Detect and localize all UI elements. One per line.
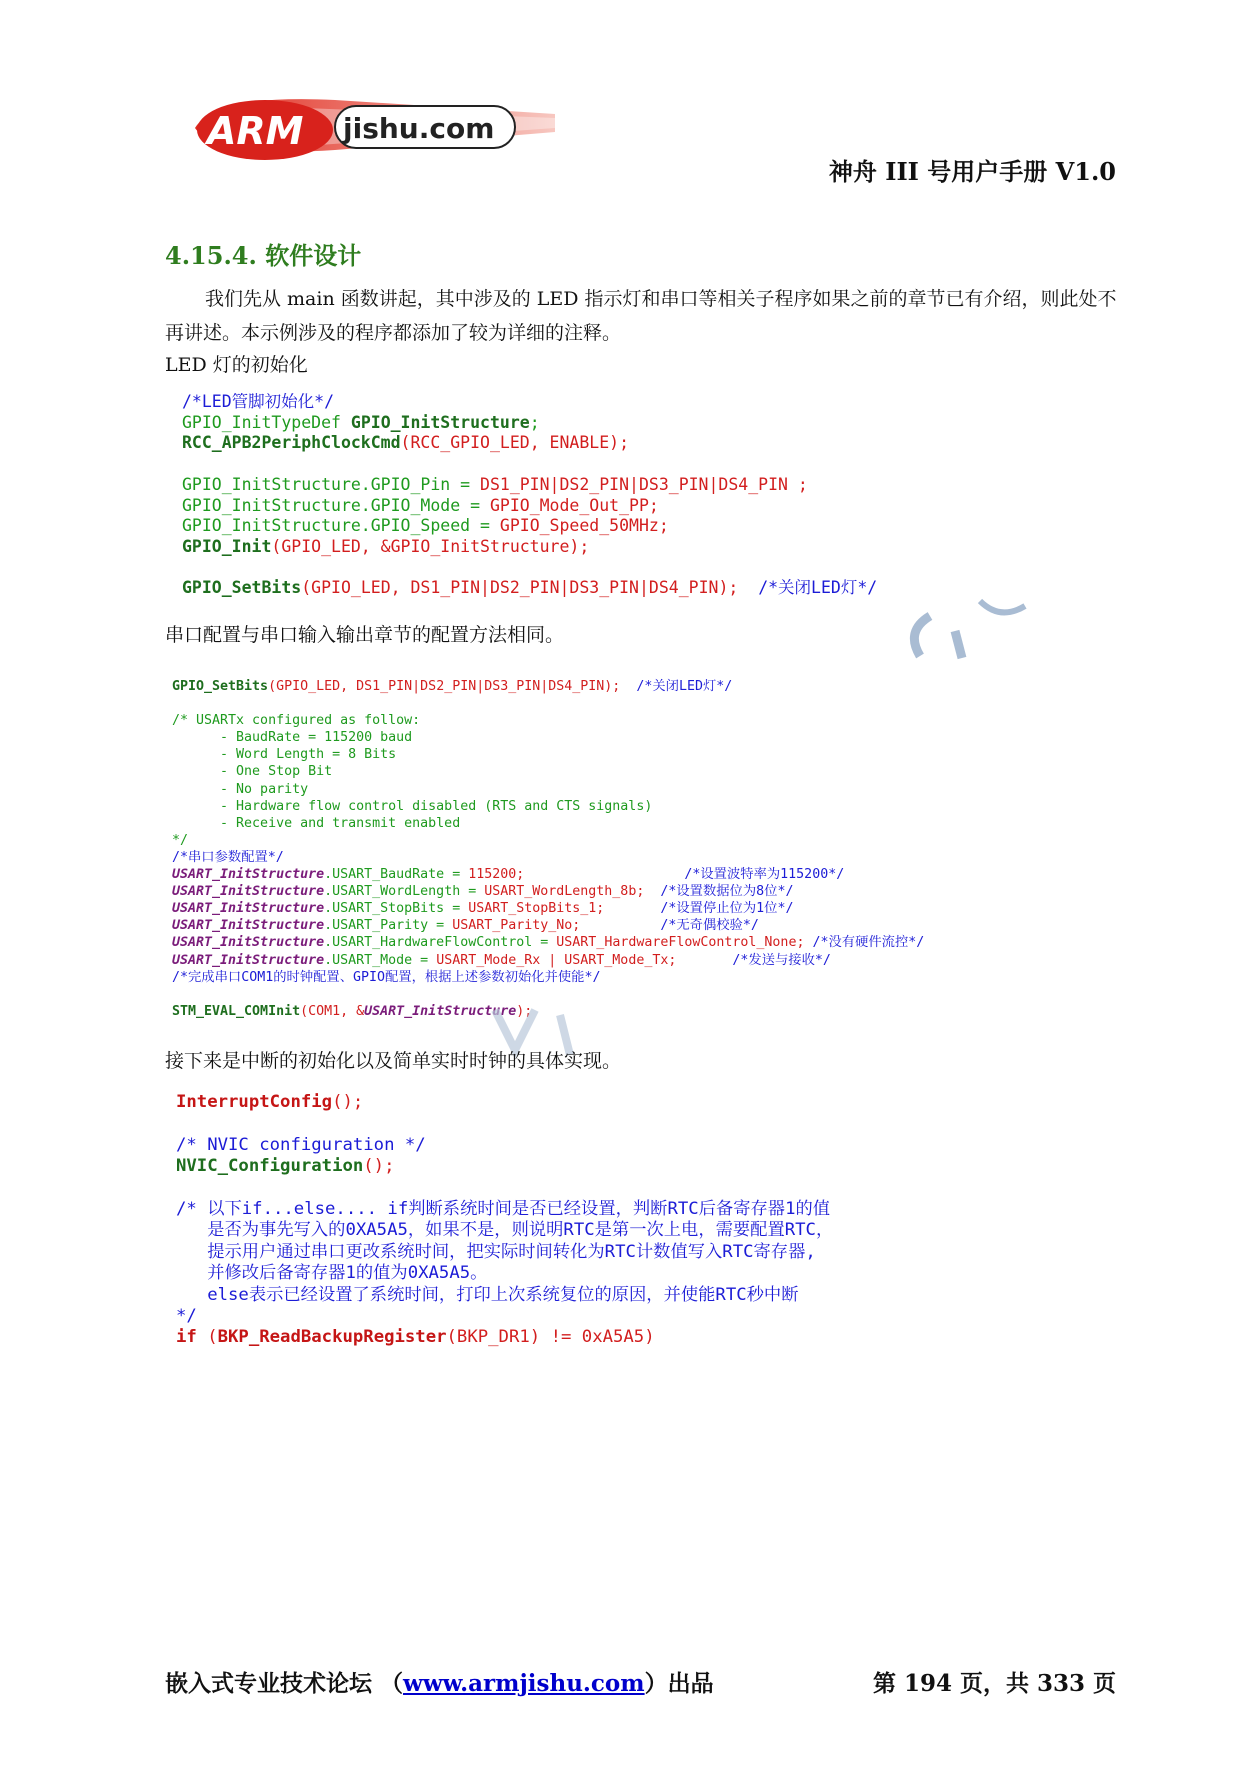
footer-forum — [165, 1665, 714, 1698]
code-if-comment: else表示已经设置了系统时间，打印上次系统复位的原因，并使能RTC秒中断 — [176, 1284, 799, 1305]
code-pin-rhs: DS1_PIN|DS2_PIN|DS3_PIN|DS4_PIN ; — [480, 474, 808, 494]
code-struct-name: GPIO_InitStructure — [350, 412, 530, 432]
code-if-comment: */ — [176, 1306, 197, 1327]
code-struct-var: USART_InitStructure — [172, 901, 325, 917]
code-struct-var: USART_InitStructure — [172, 935, 325, 951]
logo-arm-text: ARM — [207, 109, 304, 153]
code-comment: /*LED管脚初始化*/ — [182, 392, 335, 411]
code-field: .USART_Parity = — [324, 918, 453, 934]
code-comment-line: - Receive and transmit enabled — [172, 815, 461, 831]
code-rcc-func: RCC_APB2PeriphClockCmd — [182, 433, 401, 453]
code-field: .USART_HardwareFlowControl = — [324, 935, 557, 951]
code-line-comment: /*无奇偶校验*/ — [660, 918, 759, 934]
code-line-comment: /*发送与接收*/ — [732, 952, 831, 968]
code-line-comment: /*设置波特率为115200*/ — [684, 867, 845, 883]
code-if-comment: 是否为事先写入的0XA5A5，如果不是，则说明RTC是第一次上电，需要配置RTC， — [176, 1220, 834, 1241]
section-heading: 4.15.4. 软件设计 — [165, 241, 362, 270]
armjishu-logo — [185, 88, 560, 168]
code-punct: ( — [196, 1327, 218, 1348]
code-setbits-comment: /*关闭LED灯*/ — [758, 578, 878, 598]
code-comment-params: /*串口参数配置*/ — [172, 849, 284, 865]
code-cominit-arg: (COM1, & — [300, 1003, 365, 1019]
code-setbits-func: GPIO_SetBits — [172, 679, 269, 694]
interrupt-label: 接下来是中断的初始化以及简单实时时钟的具体实现。 — [165, 1050, 622, 1072]
code-func: NVIC_Configuration — [176, 1156, 364, 1177]
code-interrupt — [176, 1092, 833, 1349]
code-line-comment: /*没有硬件流控*/ — [812, 935, 925, 951]
code-setbits-func: GPIO_SetBits — [182, 578, 302, 598]
code-setbits-args: (GPIO_LED, DS1_PIN|DS2_PIN|DS3_PIN|DS4_PIN); — [268, 679, 621, 694]
code-mode-rhs: GPIO_Mode_Out_PP; — [489, 495, 659, 515]
code-if-keyword: if — [176, 1327, 197, 1348]
code-typedef: GPIO_InitTypeDef — [182, 412, 341, 432]
code-nvic-comment: /* NVIC configuration */ — [176, 1134, 426, 1155]
code-pad — [644, 884, 660, 899]
code-comment-complete: /*完成串口COM1的时钟配置、GPIO配置，根据上述参数初始化并使能*/ — [172, 969, 601, 985]
code-if-func: BKP_ReadBackupRegister — [217, 1327, 447, 1348]
code-comment-line: - One Stop Bit — [172, 764, 333, 780]
code-comment-line: - Word Length = 8 Bits — [172, 747, 397, 763]
code-if-comment: 并修改后备寄存器1的值为0XA5A5。 — [176, 1263, 488, 1284]
footer-website-link[interactable]: www.armjishu.com — [403, 1670, 645, 1697]
code-punct: ( — [400, 433, 411, 453]
code-struct-var: USART_InitStructure — [172, 884, 325, 900]
code-func: InterruptConfig — [176, 1092, 333, 1112]
code-field: .USART_BaudRate = — [324, 867, 469, 883]
code-pad — [580, 918, 660, 933]
code-pad — [604, 901, 660, 916]
code-struct-var: USART_InitStructure — [364, 1003, 517, 1019]
code-line-comment: /*设置停止位为1位*/ — [660, 901, 794, 917]
code-comment-line: - Hardware flow control disabled (RTS and CTS signals) — [172, 798, 653, 814]
code-if-comment: 提示用户通过串口更改系统时间，把实际时间转化为RTC计数值写入RTC寄存器, — [176, 1241, 816, 1262]
code-comment-line: /* USARTx configured as follow: — [172, 713, 421, 729]
code-value: 115200; — [468, 867, 525, 883]
code-comment-line: - No parity — [172, 781, 309, 797]
code-value: USART_HardwareFlowControl_None; — [556, 935, 805, 951]
code-struct-var: USART_InitStructure — [172, 918, 325, 934]
code-pad — [524, 867, 684, 882]
code-pad — [676, 953, 732, 968]
watermark-mark — [900, 596, 1030, 666]
code-value: USART_Parity_No; — [452, 918, 581, 934]
code-setbits-comment: /*关闭LED灯*/ — [636, 679, 733, 694]
code-mode-lhs: GPIO_InitStructure.GPIO_Mode = — [182, 495, 490, 515]
footer-prefix: 嵌入式专业技术论坛 （ — [165, 1670, 404, 1697]
logo-site-text: jishu.com — [343, 112, 495, 145]
code-punct: (); — [332, 1092, 364, 1112]
code-rcc-args: RCC_GPIO_LED, ENABLE — [410, 433, 610, 453]
code-pin-lhs: GPIO_InitStructure.GPIO_Pin = — [182, 474, 481, 494]
code-speed-rhs: GPIO_Speed_50MHz; — [499, 516, 669, 536]
code-punct: ; — [529, 412, 540, 432]
code-comment-line: */ — [172, 832, 189, 848]
code-led-init — [182, 392, 877, 599]
code-comment-line: - BaudRate = 115200 baud — [172, 730, 413, 746]
led-init-label: LED 灯的初始化 — [165, 354, 308, 376]
code-init-func: GPIO_Init — [182, 536, 272, 556]
code-init-args: (GPIO_LED, &GPIO_InitStructure); — [271, 536, 590, 556]
code-field: .USART_StopBits = — [324, 901, 469, 917]
footer-suffix: ）出品 — [644, 1670, 714, 1697]
code-cominit-func: STM_EVAL_COMInit — [172, 1003, 301, 1019]
code-value: USART_StopBits_1; — [468, 901, 605, 917]
code-value: USART_Mode_Rx | USART_Mode_Tx; — [436, 952, 677, 968]
code-speed-lhs: GPIO_InitStructure.GPIO_Speed = — [182, 516, 500, 536]
code-field: .USART_Mode = — [324, 952, 437, 968]
code-line-comment: /*设置数据位为8位*/ — [660, 884, 794, 900]
code-value: USART_WordLength_8b; — [484, 884, 645, 900]
code-punct: ); — [609, 433, 630, 453]
code-setbits-args: (GPIO_LED, DS1_PIN|DS2_PIN|DS3_PIN|DS4_PIN); — [301, 578, 739, 598]
code-punct: ); — [516, 1003, 533, 1019]
usart-config-label: 串口配置与串口输入输出章节的配置方法相同。 — [165, 624, 565, 646]
intro-paragraph: 我们先从 main 函数讲起，其中涉及的 LED 指示灯和串口等相关子程序如果之前的章节已有介绍，则此处不再讲述。本示例涉及的程序都添加了较为详细的注释。 — [165, 288, 1117, 344]
code-field: .USART_WordLength = — [324, 884, 485, 900]
code-punct: (); — [363, 1156, 395, 1177]
code-struct-var: USART_InitStructure — [172, 867, 325, 883]
page-number: 第 194 页，共 333 页 — [872, 1670, 1116, 1697]
code-struct-var: USART_InitStructure — [172, 952, 325, 968]
code-if-args: (BKP_DR1) != 0xA5A5) — [446, 1327, 655, 1348]
code-if-comment: /* 以下if...else.... if判断系统时间是否已经设置，判断RTC后备寄存器1的值 — [176, 1199, 831, 1220]
code-usart-config — [172, 678, 924, 1020]
manual-title: 神舟 III 号用户手册 V1.0 — [828, 157, 1116, 186]
